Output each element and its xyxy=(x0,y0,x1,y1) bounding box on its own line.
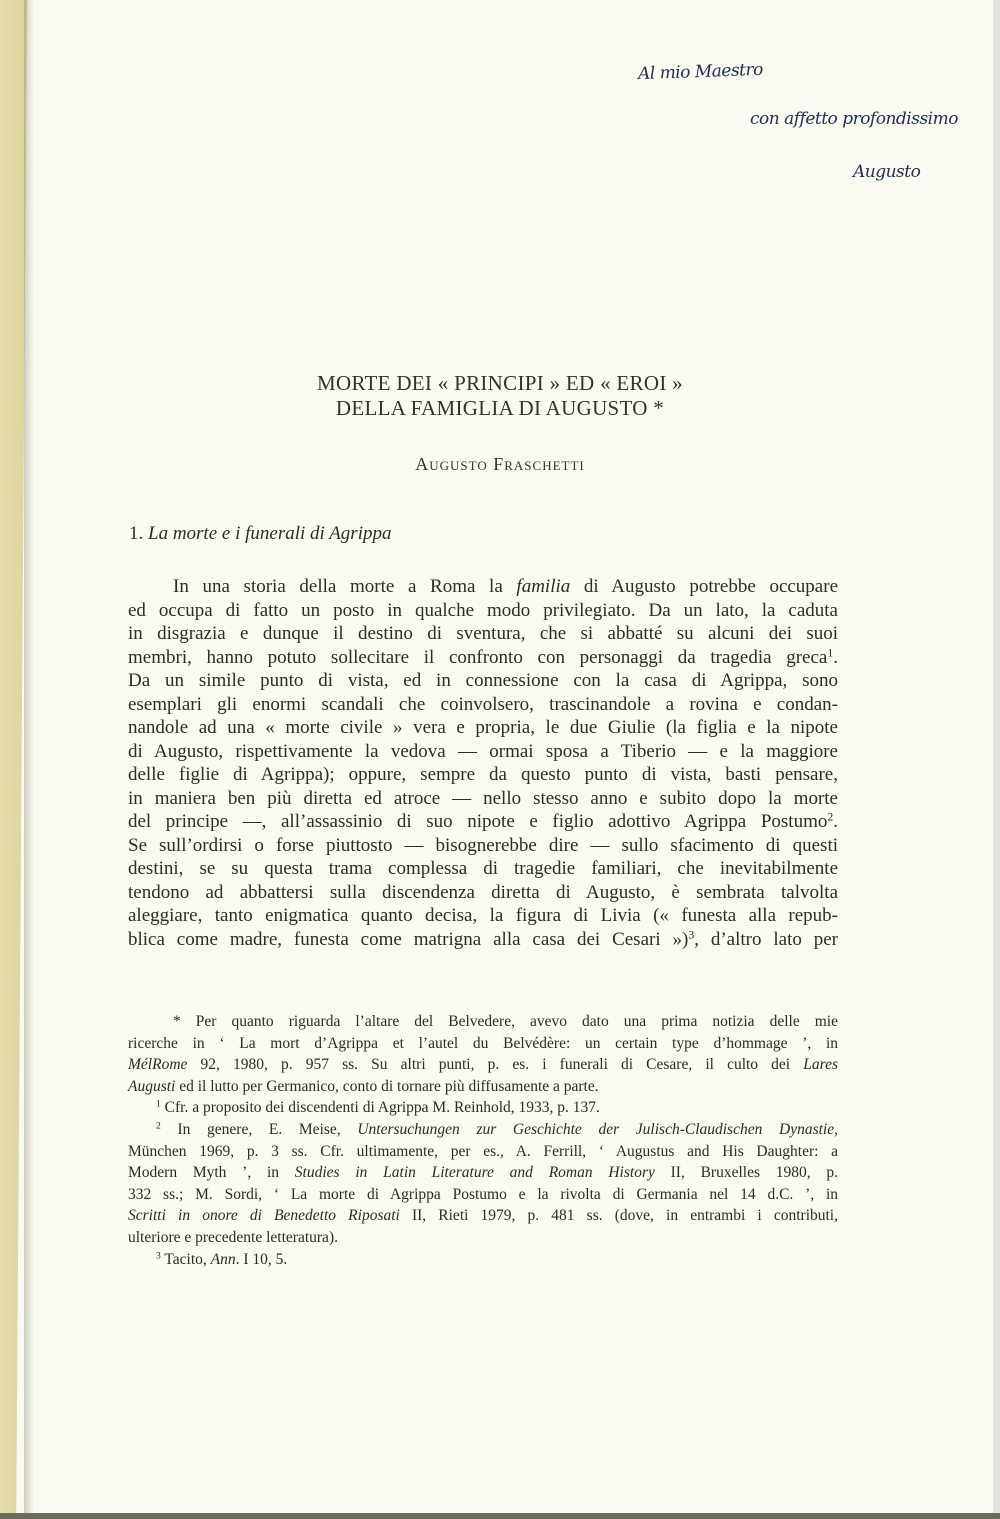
body-line: Da un simile punto di vista, ed in connessione con la casa di Agrippa, sono xyxy=(128,670,838,691)
body-line: delle figlie di Agrippa); oppure, sempre da questo punto di vista, basti pensare, xyxy=(128,764,838,785)
footnote-star: * Per quanto riguarda l’altare del Belvedere, avevo dato una prima notizia delle mie xyxy=(173,1013,838,1030)
footnote-line: Scritti in onore di Benedetto Riposati II, Rieti 1979, p. 481 ss. (dove, in entrambi i contributi, xyxy=(128,1207,838,1225)
body-line: membri, hanno potuto sollecitare il confronto con personaggi da tragedia greca$^1$. xyxy=(128,646,838,668)
handwritten-dedication xyxy=(630,59,1000,212)
footnote-line: München 1969, p. 3 ss. Cfr. ultimamente, per es., A. Ferrill, ‘ Augustus and His Daughter: a xyxy=(128,1142,838,1160)
footnotes xyxy=(128,1011,838,1270)
footnote-line: ricerche in ‘ La mort d’Agrippa et l’autel du Belvédère: un certain type d’hommage ’, in xyxy=(128,1034,838,1052)
footnote-line: ulteriore e precedente letteratura). xyxy=(128,1228,338,1246)
body-line: Se sull’ordirsi o forse piuttosto — bisognerebbe dire — sullo sfacimento di questi xyxy=(128,834,838,856)
body-line: tendono ad abbattersi sulla discendenza diretta di Augusto, è sembrata talvolta xyxy=(128,881,838,903)
section-heading xyxy=(129,523,391,545)
dedication-signature: Augusto xyxy=(853,162,921,182)
body-line: nandole ad una « morte civile » vera e propria, le due Giulie (la figlia e la nipote xyxy=(128,717,838,738)
footnote-3: $^3$ Tacito, Ann. I 10, 5. xyxy=(156,1250,288,1268)
body-paragraph xyxy=(128,575,838,951)
body-line: aleggiare, tanto enigmatica quanto decisa, la figura di Livia (« funesta alla repub- xyxy=(128,905,838,926)
body-line: esemplari gli enormi scandali che coinvolsero, trascinandole a rovina e condan- xyxy=(128,693,838,715)
body-line: di Augusto, rispettivamente la vedova — ormai sposa a Tiberio — e la maggiore xyxy=(128,740,838,762)
body-line: in maniera ben più diretta ed atroce — nello stesso anno e subito dopo la morte xyxy=(128,787,838,809)
body-line: blica come madre, funesta come matrigna alla casa dei Cesari »)$^3$, d’altro lato per xyxy=(128,928,839,950)
body-line: destini, se su questa trama complessa di tragedie familiari, che inevitabilmente xyxy=(128,858,838,879)
footnote-ref: 3 xyxy=(688,928,695,942)
footnote-2: $^2$ In genere, E. Meise, Untersuchungen zur Geschichte der Julisch-Claudischen Dynastie, xyxy=(156,1120,838,1138)
article-author: Augusto Fraschetti xyxy=(415,454,585,474)
footnote-1: $^1$ Cfr. a proposito dei discendenti di Agrippa M. Reinhold, 1933, p. 137. xyxy=(156,1099,600,1117)
body-line: ed occupa di fatto un posto in qualche modo privilegiato. Da un lato, la caduta xyxy=(128,599,838,621)
body-line: del principe —, all’assassinio di suo nipote e figlio adottivo Agrippa Postumo$^2$. xyxy=(128,810,838,832)
article-title xyxy=(0,371,1000,421)
footnote-line: Augusti ed il lutto per Germanico, conto di tornare più diffusamente a parte. xyxy=(128,1077,599,1095)
body-line: in disgrazia e dunque il destino di sventura, che si abbatté su alcuni dei suoi xyxy=(128,623,838,644)
title-line: MORTE DEI « PRINCIPI » ED « EROI » xyxy=(317,371,683,395)
footnote-ref: 1 xyxy=(827,646,834,660)
dedication-line: Al mio Maestro xyxy=(637,59,764,85)
footnote-line: 332 ss.; M. Sordi, ‘ La morte di Agrippa Postumo e la rivolta di Germania nel 14 d.C. ’, in xyxy=(128,1185,838,1203)
section-number: 1. xyxy=(129,523,144,544)
title-line: DELLA FAMIGLIA DI AUGUSTO * xyxy=(335,396,665,420)
footnote-ref: 2 xyxy=(827,810,834,824)
dedication-line: con affetto profondissimo xyxy=(750,109,958,129)
body-line: In una storia della morte a Roma la familia di Augusto potrebbe occupare xyxy=(173,576,839,597)
section-title: La morte e i funerali di Agrippa xyxy=(148,523,392,544)
footnote-line: Modern Myth ’, in Studies in Latin Literature and Roman History II, Bruxelles 1980, p. xyxy=(128,1164,838,1182)
footnote-line: MélRome 92, 1980, p. 957 ss. Su altri punti, p. es. i funerali di Cesare, il culto dei Lares xyxy=(128,1056,838,1074)
